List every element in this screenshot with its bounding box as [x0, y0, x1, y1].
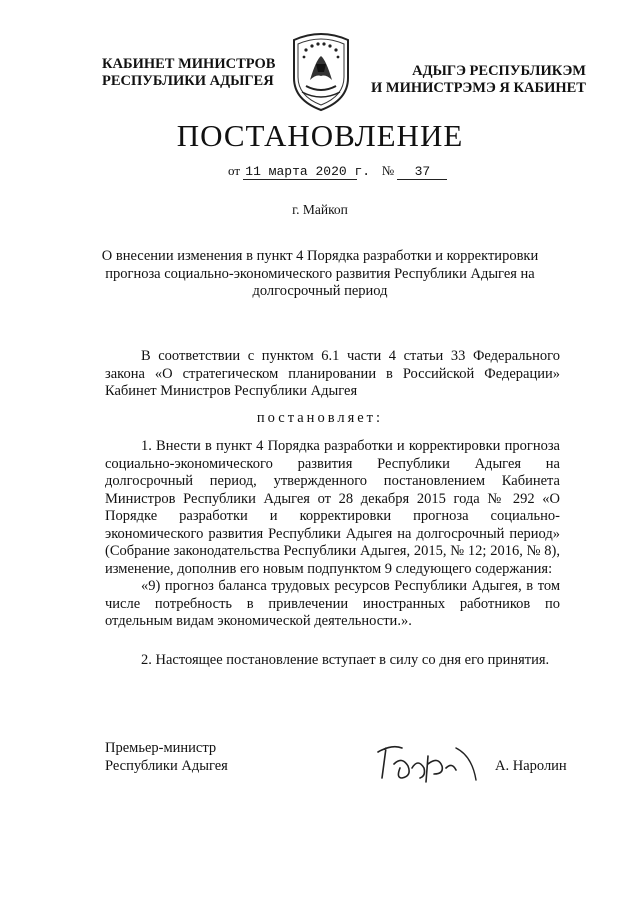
handwritten-signature [372, 738, 482, 788]
preamble-text: В соответствии с пунктом 6.1 части 4 статьи 33 Федерального закона «О стратегическом планировании в Российской Федерации» Кабинет Министров Республики Адыгея [105, 348, 560, 399]
adygea-coat-of-arms-icon [286, 30, 356, 112]
document-title: ПОСТАНОВЛЕНИЕ [176, 118, 464, 153]
header-left [102, 56, 275, 90]
number-label: № [381, 163, 395, 178]
date-value: 11 марта 2020 г. [245, 164, 371, 179]
header-left-line2: РЕСПУБЛИКИ АДЫГЕЯ [102, 73, 274, 89]
item-2-text: 2. Настоящее постановление вступает в силу со дня его принятия. [141, 652, 550, 668]
header-right [371, 63, 586, 97]
dateline [228, 163, 447, 180]
item-2 [105, 652, 560, 670]
signatory-name: А. Наролин [495, 758, 567, 774]
subject: О внесении изменения в пункт 4 Порядка разработки и корректировки прогноза социально-экономического развития Республики Адыгея на долгосрочный период [101, 248, 539, 299]
item-1 [105, 438, 560, 631]
number-value: 37 [397, 164, 447, 180]
item-1-quote: «9) прогноз баланса трудовых ресурсов Республики Адыгея, в том числе потребность в привлечении иностранных работников по отдельным видам экономической деятельности.». [105, 578, 560, 629]
header-right-line2: И МИНИСТРЭМЭ Я КАБИНЕТ [371, 80, 586, 96]
signatory-position [105, 740, 228, 775]
header-left-line1: КАБИНЕТ МИНИСТРОВ [102, 56, 276, 72]
signatory-position-line1: Премьер-министр [105, 740, 217, 756]
item-1-text: 1. Внести в пункт 4 Порядка разработки и корректировки прогноза социально-экономического развития Республики Адыгея на долгосрочный период, утвержденного постановлением Кабинета Министров Республики Адыгея от 28 декабря 2015 года № 292 «О Порядке разработки и корректировки прогноза социально-экономического развития Республики Адыгея на долгосрочный период» (Собрание законодательства Республики Адыгея, 2015, № 12; 2016, № 8), изменение, дополнив его новым подпунктом 9 следующего содержания: [105, 438, 560, 577]
preamble [105, 348, 560, 401]
signatory-position-line2: Республики Адыгея [105, 757, 228, 774]
date-from-label: от [228, 163, 241, 178]
header-right-line1: АДЫГЭ РЕСПУБЛИКЭМ [412, 63, 586, 79]
city: г. Майкоп [292, 202, 348, 217]
resolves-word: постановляет: [256, 410, 384, 426]
